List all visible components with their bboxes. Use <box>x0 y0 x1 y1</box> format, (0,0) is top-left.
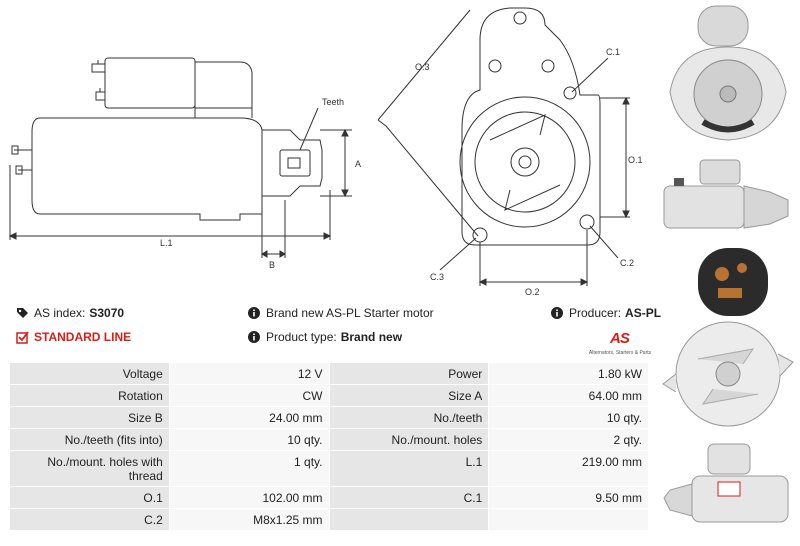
spec-value: 24.00 mm <box>169 407 329 429</box>
as-index-label: AS index: <box>34 306 86 320</box>
dim-c2-label: C.2 <box>620 258 635 268</box>
spec-label: Power <box>329 363 489 385</box>
spec-value: 10 qty. <box>169 429 329 451</box>
dim-o1-label: O.1 <box>628 155 643 165</box>
spec-label: L.1 <box>329 451 489 487</box>
product-photos <box>658 0 800 546</box>
producer <box>550 306 661 320</box>
as-pl-logo <box>588 330 652 358</box>
table-row <box>10 451 649 487</box>
table-row <box>10 429 649 451</box>
product-type <box>247 330 402 344</box>
as-index <box>15 306 124 320</box>
spec-value: 2 qty. <box>489 429 649 451</box>
spec-label: Size A <box>329 385 489 407</box>
flange-face-circle <box>460 97 590 227</box>
spec-value <box>489 509 649 531</box>
table-row <box>10 487 649 509</box>
upper-hole <box>514 12 526 24</box>
spec-value: 10 qty. <box>489 407 649 429</box>
as-index-value: S3070 <box>89 306 125 320</box>
photo-front-view[interactable] <box>658 2 800 147</box>
spec-value: 9.50 mm <box>489 487 649 509</box>
spec-label <box>329 509 489 531</box>
mount-hole-c2 <box>580 215 594 229</box>
description-text: Brand new AS-PL Starter motor <box>266 306 434 320</box>
spec-label: No./teeth <box>329 407 489 429</box>
table-row <box>10 509 649 531</box>
housing-top-outline <box>195 62 252 108</box>
mount-hole-c3 <box>473 228 487 242</box>
photo-side-view[interactable] <box>658 150 800 240</box>
logo-mark: AS <box>610 330 629 347</box>
standard-line-label: STANDARD LINE <box>34 330 132 344</box>
spec-label: No./teeth (fits into) <box>10 429 170 451</box>
specifications-table <box>9 362 649 531</box>
spec-label: C.1 <box>329 487 489 509</box>
solenoid-outline <box>105 58 195 108</box>
product-type-value: Brand new <box>340 330 403 344</box>
table-row <box>10 385 649 407</box>
spec-label: Voltage <box>10 363 170 385</box>
producer-value: AS-PL <box>625 306 662 320</box>
product-info <box>15 306 662 356</box>
spec-label: Size B <box>10 407 170 429</box>
dim-l1-label: L.1 <box>160 238 173 248</box>
starter-dimension-diagram <box>0 0 660 300</box>
spec-value: M8x1.25 mm <box>169 509 329 531</box>
logo-tagline: Alternators, Starters & Parts <box>588 350 652 356</box>
pinion-outline <box>280 150 310 176</box>
dim-c1-label: C.1 <box>606 47 621 57</box>
dim-b-label: B <box>269 260 276 270</box>
spec-value: 1.80 kW <box>489 363 649 385</box>
teeth-label: Teeth <box>322 97 345 107</box>
info-icon <box>247 330 261 344</box>
spec-label: O.1 <box>10 487 170 509</box>
tag-icon <box>15 306 29 320</box>
spec-label: Rotation <box>10 385 170 407</box>
terminal-bottom <box>96 92 105 100</box>
spec-label: No./mount. holes <box>329 429 489 451</box>
info-icon <box>247 306 261 320</box>
dim-a-label: A <box>355 159 362 169</box>
mount-hole-c1 <box>564 87 576 99</box>
photo-rear-view[interactable] <box>658 244 800 434</box>
dim-o3-label: O.3 <box>415 62 430 72</box>
info-icon <box>550 306 564 320</box>
spec-value: CW <box>169 385 329 407</box>
dim-c3-label: C.3 <box>430 272 445 282</box>
producer-label: Producer: <box>569 306 622 320</box>
dim-o2-label: O.2 <box>525 287 540 297</box>
check-square-icon <box>15 330 29 344</box>
spec-value: 12 V <box>169 363 329 385</box>
product-type-label: Product type: <box>266 330 337 344</box>
photo-angled-view[interactable] <box>658 438 800 538</box>
motor-body-outline <box>32 118 262 220</box>
terminal-top <box>92 64 105 72</box>
spec-label: No./mount. holes with thread <box>10 451 170 487</box>
product-description <box>247 306 434 320</box>
spec-value: 219.00 mm <box>489 451 649 487</box>
drive-nose-outline <box>262 130 322 196</box>
spec-label: C.2 <box>10 509 170 531</box>
spec-value: 64.00 mm <box>489 385 649 407</box>
table-row <box>10 407 649 429</box>
standard-line <box>15 330 131 344</box>
technical-drawing <box>0 0 660 300</box>
table-row <box>10 363 649 385</box>
spec-value: 102.00 mm <box>169 487 329 509</box>
spec-value: 1 qty. <box>169 451 329 487</box>
